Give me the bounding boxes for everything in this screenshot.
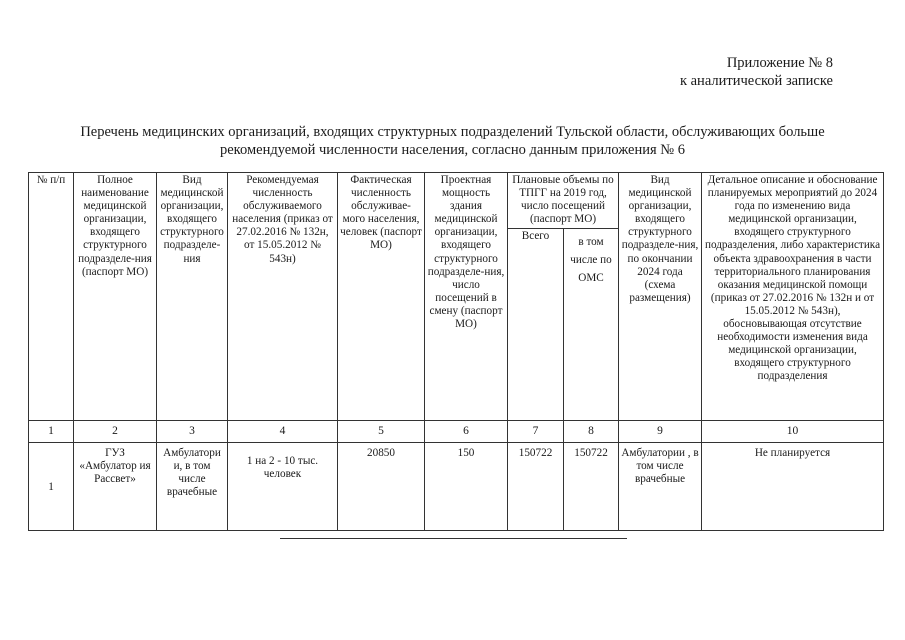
document-title xyxy=(40,123,865,159)
header-col-7: Всего xyxy=(508,229,564,421)
actual-population: 20850 xyxy=(338,443,425,531)
header-col-10: Детальное описание и обоснование планируемых мероприятий до 2024 года по изменению вида медицинской организации, входящего структурного подразделения, либо характеристика объекта здравоохранения в части территориального планирования оказания медицинской помощи (приказ от 27.02.2016 № 132н и от 15.05.2012 № 543н), обосновывающая отсутствие необходимости изменения вида медицинской организации, входящего структурного подразделения xyxy=(702,173,884,421)
table-row xyxy=(29,443,884,531)
title-line-1: Перечень медицинских организаций, входящих структурных подразделений Тульской области, обслуживающих больше xyxy=(80,124,825,140)
column-number: 6 xyxy=(425,421,508,443)
organization-type: Амбулатори и, в том числе врачебные xyxy=(157,443,228,531)
column-number: 7 xyxy=(508,421,564,443)
design-capacity: 150 xyxy=(425,443,508,531)
column-number: 4 xyxy=(228,421,338,443)
header-col-9: Вид медицинской организации, входящего структурного подразделе-ния, по окончании 2024 года (схема размещения) xyxy=(619,173,702,421)
column-number: 1 xyxy=(29,421,74,443)
planned-volume-oms: 150722 xyxy=(564,443,619,531)
column-number: 3 xyxy=(157,421,228,443)
header-col-2: Полное наименование медицинской организации, входящего структурного подразделе-ния (паспорт МО) xyxy=(74,173,157,421)
column-number: 2 xyxy=(74,421,157,443)
header-col-4: Рекомендуемая численность обслуживаемого населения (приказ от 27.02.2016 № 132н, от 15.05.2012 № 543н) xyxy=(228,173,338,421)
header-col-3: Вид медицинской организации, входящего структурного подразделе-ния xyxy=(157,173,228,421)
recommended-population: 1 на 2 - 10 тыс. человек xyxy=(228,443,338,531)
column-number: 8 xyxy=(564,421,619,443)
title-line-2: рекомендуемой численности населения, согласно данным приложения № 6 xyxy=(219,142,686,158)
row-number: 1 xyxy=(29,443,74,531)
planned-measures: Не планируется xyxy=(702,443,884,531)
header-col-5: Фактическая численность обслуживае-мого населения, человек (паспорт МО) xyxy=(338,173,425,421)
appendix-number: Приложение № 8 xyxy=(726,55,833,71)
header-row xyxy=(29,173,884,229)
header-col-8: в том числе по ОМС xyxy=(564,229,619,421)
column-number: 10 xyxy=(702,421,884,443)
organizations-table xyxy=(28,172,884,531)
column-number: 5 xyxy=(338,421,425,443)
header-col-1: № п/п xyxy=(29,173,74,421)
header-col-6: Проектная мощность здания медицинской организации, входящего структурного подразделе-ния, число посещений в смену (паспорт МО) xyxy=(425,173,508,421)
column-number: 9 xyxy=(619,421,702,443)
organization-name: ГУЗ «Амбулатор ия Рассвет» xyxy=(74,443,157,531)
planned-volume-total: 150722 xyxy=(508,443,564,531)
header-col-7-8: Плановые объемы по ТПГГ на 2019 год, число посещений (паспорт МО) xyxy=(508,173,619,229)
appendix-label xyxy=(680,54,833,90)
appendix-reference: к аналитической записке xyxy=(679,73,833,89)
footer-divider xyxy=(280,538,627,539)
organization-type-2024: Амбулатории , в том числе врачебные xyxy=(619,443,702,531)
column-number-row xyxy=(29,421,884,443)
